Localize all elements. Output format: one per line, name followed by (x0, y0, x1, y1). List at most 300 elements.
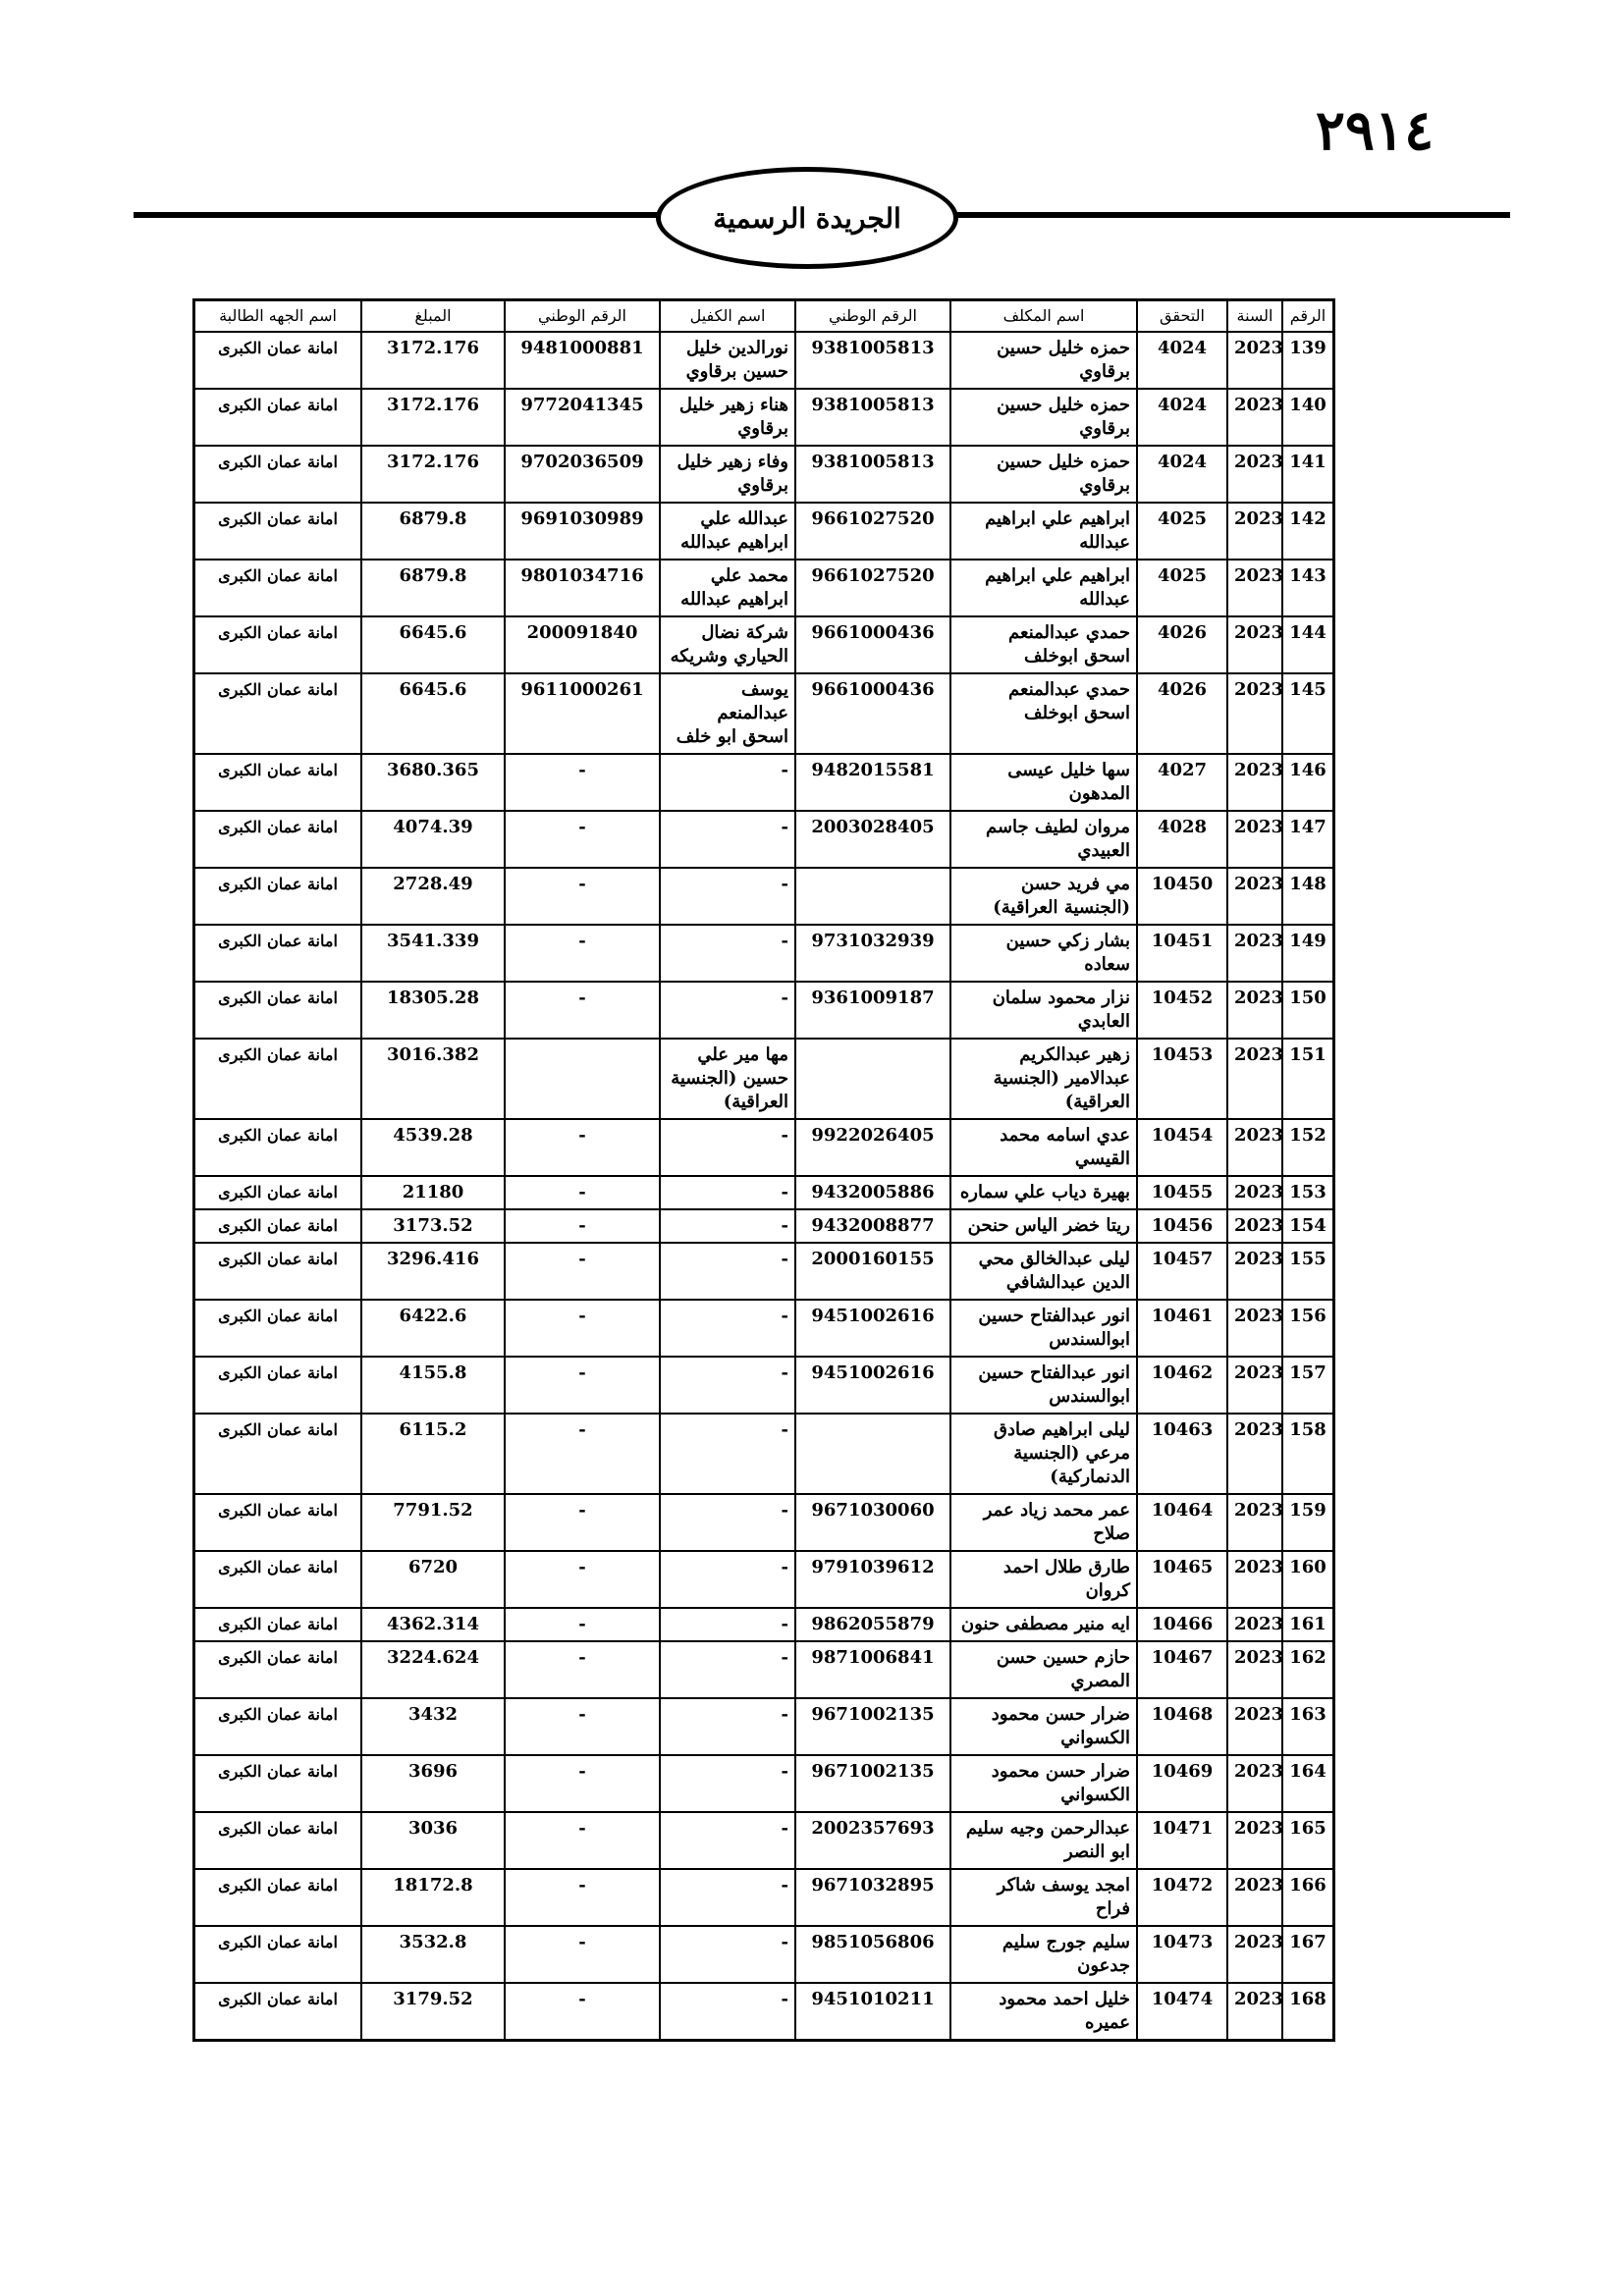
national-id-cell: 9381005813 (795, 332, 950, 389)
verification-cell: 10467 (1137, 1641, 1227, 1698)
requesting-authority-cell: امانة عمان الكبرى (194, 1494, 361, 1551)
table-row (194, 389, 1333, 446)
guarantor-name-cell: نورالدين خليل حسين برقاوي (660, 332, 795, 389)
guarantor-national-id-cell: - (505, 1869, 660, 1926)
guarantor-name-cell: شركة نضال الحياري وشريكه (660, 616, 795, 673)
row-number-cell: 148 (1282, 868, 1333, 925)
table-row (194, 1243, 1333, 1300)
row-number-cell: 161 (1282, 1608, 1333, 1641)
guarantor-name-cell: - (660, 1983, 795, 2040)
row-number-cell: 160 (1282, 1551, 1333, 1608)
row-number-cell: 141 (1282, 446, 1333, 503)
taxpayer-name-cell: مي فريد حسن (الجنسية العراقية) (950, 868, 1137, 925)
national-id-cell: 9361009187 (795, 982, 950, 1039)
verification-cell: 10466 (1137, 1608, 1227, 1641)
requesting-authority-cell: امانة عمان الكبرى (194, 1243, 361, 1300)
taxpayer-name-cell: حمدي عبدالمنعم اسحق ابوخلف (950, 673, 1137, 754)
national-id-cell: 9851056806 (795, 1926, 950, 1983)
verification-cell: 4024 (1137, 446, 1227, 503)
national-id-cell: 9381005813 (795, 389, 950, 446)
guarantor-name-cell: - (660, 1494, 795, 1551)
guarantor-name-cell: - (660, 1357, 795, 1414)
amount-cell: 3224.624 (361, 1641, 505, 1698)
guarantor-name-cell: - (660, 982, 795, 1039)
requesting-authority-cell: امانة عمان الكبرى (194, 1551, 361, 1608)
national-id-cell: 9671032895 (795, 1869, 950, 1926)
taxpayer-name-cell: انور عبدالفتاح حسين ابوالسندس (950, 1300, 1137, 1357)
row-number-cell: 144 (1282, 616, 1333, 673)
year-cell: 2023 (1227, 1641, 1282, 1698)
verification-cell: 4025 (1137, 503, 1227, 560)
row-number-cell: 163 (1282, 1698, 1333, 1755)
national-id-cell: 9451010211 (795, 1983, 950, 2040)
year-cell: 2023 (1227, 1414, 1282, 1494)
row-number-cell: 155 (1282, 1243, 1333, 1300)
taxpayer-name-cell: بشار زكي حسين سعاده (950, 925, 1137, 982)
row-number-cell: 147 (1282, 811, 1333, 868)
guarantor-name-cell: - (660, 1608, 795, 1641)
table-row (194, 1039, 1333, 1119)
requesting-authority-cell: امانة عمان الكبرى (194, 1641, 361, 1698)
amount-cell: 6422.6 (361, 1300, 505, 1357)
guarantor-name-cell: - (660, 868, 795, 925)
verification-cell: 10465 (1137, 1551, 1227, 1608)
requesting-authority-cell: امانة عمان الكبرى (194, 503, 361, 560)
national-id-cell (795, 1039, 950, 1119)
guarantor-national-id-cell: - (505, 1983, 660, 2040)
national-id-cell: 9451002616 (795, 1357, 950, 1414)
amount-cell: 6645.6 (361, 616, 505, 673)
year-cell: 2023 (1227, 1812, 1282, 1869)
verification-cell: 10462 (1137, 1357, 1227, 1414)
records-table (192, 298, 1335, 2042)
requesting-authority-cell: امانة عمان الكبرى (194, 1698, 361, 1755)
amount-cell: 3172.176 (361, 332, 505, 389)
guarantor-name-cell: - (660, 1641, 795, 1698)
taxpayer-name-cell: حمزه خليل حسين برقاوي (950, 446, 1137, 503)
taxpayer-name-cell: ابراهيم علي ابراهيم عبدالله (950, 560, 1137, 616)
year-cell: 2023 (1227, 868, 1282, 925)
amount-cell: 3696 (361, 1755, 505, 1812)
taxpayer-name-cell: مروان لطيف جاسم العبيدي (950, 811, 1137, 868)
national-id-cell: 9671002135 (795, 1698, 950, 1755)
row-number-cell: 164 (1282, 1755, 1333, 1812)
guarantor-national-id-cell: - (505, 1357, 660, 1414)
taxpayer-name-cell: عمر محمد زياد عمر صلاح (950, 1494, 1137, 1551)
row-number-cell: 154 (1282, 1209, 1333, 1243)
table-row (194, 1357, 1333, 1414)
verification-cell: 10454 (1137, 1119, 1227, 1176)
table-row (194, 1414, 1333, 1494)
table-row (194, 1494, 1333, 1551)
table-row (194, 982, 1333, 1039)
national-id-cell: 9381005813 (795, 446, 950, 503)
header-cell: الرقم (1282, 300, 1333, 332)
guarantor-national-id-cell: - (505, 1608, 660, 1641)
table-row (194, 446, 1333, 503)
year-cell: 2023 (1227, 1551, 1282, 1608)
row-number-cell: 151 (1282, 1039, 1333, 1119)
taxpayer-name-cell: انور عبدالفتاح حسين ابوالسندس (950, 1357, 1137, 1414)
guarantor-name-cell: - (660, 1414, 795, 1494)
guarantor-name-cell: وفاء زهير خليل برقاوي (660, 446, 795, 503)
guarantor-national-id-cell: 9702036509 (505, 446, 660, 503)
table-row (194, 1926, 1333, 1983)
row-number-cell: 162 (1282, 1641, 1333, 1698)
table-row (194, 1176, 1333, 1209)
requesting-authority-cell: امانة عمان الكبرى (194, 560, 361, 616)
table-row (194, 1812, 1333, 1869)
guarantor-national-id-cell: - (505, 1755, 660, 1812)
verification-cell: 10451 (1137, 925, 1227, 982)
taxpayer-name-cell: حازم حسين حسن المصري (950, 1641, 1137, 1698)
year-cell: 2023 (1227, 925, 1282, 982)
requesting-authority-cell: امانة عمان الكبرى (194, 1176, 361, 1209)
row-number-cell: 140 (1282, 389, 1333, 446)
table-row (194, 1119, 1333, 1176)
guarantor-national-id-cell: 9481000881 (505, 332, 660, 389)
amount-cell: 4074.39 (361, 811, 505, 868)
table-row (194, 332, 1333, 389)
year-cell: 2023 (1227, 982, 1282, 1039)
table-row (194, 1641, 1333, 1698)
requesting-authority-cell: امانة عمان الكبرى (194, 1926, 361, 1983)
national-id-cell: 2000160155 (795, 1243, 950, 1300)
table-header-row (194, 300, 1333, 332)
year-cell: 2023 (1227, 1608, 1282, 1641)
guarantor-national-id-cell: - (505, 1812, 660, 1869)
taxpayer-name-cell: خليل احمد محمود عميره (950, 1983, 1137, 2040)
verification-cell: 10469 (1137, 1755, 1227, 1812)
national-id-cell: 9482015581 (795, 754, 950, 811)
taxpayer-name-cell: سليم جورج سليم جدعون (950, 1926, 1137, 1983)
guarantor-name-cell: - (660, 1926, 795, 1983)
requesting-authority-cell: امانة عمان الكبرى (194, 1869, 361, 1926)
national-id-cell (795, 868, 950, 925)
requesting-authority-cell: امانة عمان الكبرى (194, 754, 361, 811)
taxpayer-name-cell: ضرار حسن محمود الكسواني (950, 1698, 1137, 1755)
national-id-cell: 9922026405 (795, 1119, 950, 1176)
table-row (194, 811, 1333, 868)
taxpayer-name-cell: امجد يوسف شاكر فراح (950, 1869, 1137, 1926)
taxpayer-name-cell: بهيرة دياب علي سماره (950, 1176, 1137, 1209)
requesting-authority-cell: امانة عمان الكبرى (194, 389, 361, 446)
year-cell: 2023 (1227, 1926, 1282, 1983)
row-number-cell: 143 (1282, 560, 1333, 616)
amount-cell: 3173.52 (361, 1209, 505, 1243)
row-number-cell: 166 (1282, 1869, 1333, 1926)
header-cell: الرقم الوطني (795, 300, 950, 332)
verification-cell: 10471 (1137, 1812, 1227, 1869)
year-cell: 2023 (1227, 1300, 1282, 1357)
amount-cell: 6879.8 (361, 560, 505, 616)
table-row (194, 754, 1333, 811)
verification-cell: 10464 (1137, 1494, 1227, 1551)
requesting-authority-cell: امانة عمان الكبرى (194, 1755, 361, 1812)
table-row (194, 1869, 1333, 1926)
national-id-cell: 9661027520 (795, 560, 950, 616)
taxpayer-name-cell: حمدي عبدالمنعم اسحق ابوخلف (950, 616, 1137, 673)
requesting-authority-cell: امانة عمان الكبرى (194, 868, 361, 925)
verification-cell: 4025 (1137, 560, 1227, 616)
requesting-authority-cell: امانة عمان الكبرى (194, 1300, 361, 1357)
amount-cell: 3680.365 (361, 754, 505, 811)
requesting-authority-cell: امانة عمان الكبرى (194, 1357, 361, 1414)
guarantor-name-cell: - (660, 1119, 795, 1176)
guarantor-name-cell: يوسف عبدالمنعم اسحق ابو خلف (660, 673, 795, 754)
verification-cell: 4024 (1137, 389, 1227, 446)
guarantor-national-id-cell: - (505, 1494, 660, 1551)
national-id-cell: 9432008877 (795, 1209, 950, 1243)
guarantor-national-id-cell: - (505, 1176, 660, 1209)
verification-cell: 10468 (1137, 1698, 1227, 1755)
verification-cell: 4028 (1137, 811, 1227, 868)
verification-cell: 10472 (1137, 1869, 1227, 1926)
requesting-authority-cell: امانة عمان الكبرى (194, 1119, 361, 1176)
amount-cell: 21180 (361, 1176, 505, 1209)
verification-cell: 10473 (1137, 1926, 1227, 1983)
guarantor-national-id-cell (505, 1039, 660, 1119)
row-number-cell: 153 (1282, 1176, 1333, 1209)
amount-cell: 3016.382 (361, 1039, 505, 1119)
row-number-cell: 149 (1282, 925, 1333, 982)
year-cell: 2023 (1227, 754, 1282, 811)
guarantor-national-id-cell: - (505, 1300, 660, 1357)
row-number-cell: 167 (1282, 1926, 1333, 1983)
guarantor-national-id-cell: 200091840 (505, 616, 660, 673)
requesting-authority-cell: امانة عمان الكبرى (194, 446, 361, 503)
row-number-cell: 150 (1282, 982, 1333, 1039)
guarantor-name-cell: - (660, 1243, 795, 1300)
guarantor-name-cell: - (660, 1551, 795, 1608)
national-id-cell: 2003028405 (795, 811, 950, 868)
national-id-cell: 9671030060 (795, 1494, 950, 1551)
verification-cell: 10456 (1137, 1209, 1227, 1243)
amount-cell: 3532.8 (361, 1926, 505, 1983)
page-number: ٢٩١٤ (1315, 98, 1435, 163)
national-id-cell: 9661000436 (795, 616, 950, 673)
row-number-cell: 145 (1282, 673, 1333, 754)
verification-cell: 10474 (1137, 1983, 1227, 2040)
national-id-cell: 9661000436 (795, 673, 950, 754)
header-cell: الرقم الوطني (505, 300, 660, 332)
verification-cell: 10461 (1137, 1300, 1227, 1357)
verification-cell: 4026 (1137, 616, 1227, 673)
row-number-cell: 146 (1282, 754, 1333, 811)
taxpayer-name-cell: ابراهيم علي ابراهيم عبدالله (950, 503, 1137, 560)
requesting-authority-cell: امانة عمان الكبرى (194, 332, 361, 389)
header-cell: السنة (1227, 300, 1282, 332)
national-id-cell: 9731032939 (795, 925, 950, 982)
amount-cell: 6115.2 (361, 1414, 505, 1494)
amount-cell: 3172.176 (361, 446, 505, 503)
amount-cell: 4362.314 (361, 1608, 505, 1641)
taxpayer-name-cell: سها خليل عيسى المدهون (950, 754, 1137, 811)
national-id-cell: 9671002135 (795, 1755, 950, 1812)
row-number-cell: 165 (1282, 1812, 1333, 1869)
verification-cell: 4027 (1137, 754, 1227, 811)
requesting-authority-cell: امانة عمان الكبرى (194, 616, 361, 673)
requesting-authority-cell: امانة عمان الكبرى (194, 1414, 361, 1494)
requesting-authority-cell: امانة عمان الكبرى (194, 925, 361, 982)
year-cell: 2023 (1227, 1983, 1282, 2040)
year-cell: 2023 (1227, 503, 1282, 560)
amount-cell: 3179.52 (361, 1983, 505, 2040)
requesting-authority-cell: امانة عمان الكبرى (194, 1983, 361, 2040)
taxpayer-name-cell: نزار محمود سلمان العابدي (950, 982, 1137, 1039)
amount-cell: 6879.8 (361, 503, 505, 560)
year-cell: 2023 (1227, 1755, 1282, 1812)
year-cell: 2023 (1227, 1243, 1282, 1300)
amount-cell: 7791.52 (361, 1494, 505, 1551)
guarantor-national-id-cell: - (505, 1119, 660, 1176)
table-row (194, 1608, 1333, 1641)
year-cell: 2023 (1227, 673, 1282, 754)
verification-cell: 10453 (1137, 1039, 1227, 1119)
year-cell: 2023 (1227, 1039, 1282, 1119)
verification-cell: 10457 (1137, 1243, 1227, 1300)
national-id-cell: 9871006841 (795, 1641, 950, 1698)
table-row (194, 868, 1333, 925)
verification-cell: 4026 (1137, 673, 1227, 754)
table-row (194, 1551, 1333, 1608)
taxpayer-name-cell: ريتا خضر الياس حنحن (950, 1209, 1137, 1243)
guarantor-name-cell: هناء زهير خليل برقاوي (660, 389, 795, 446)
guarantor-name-cell: - (660, 811, 795, 868)
guarantor-name-cell: - (660, 754, 795, 811)
guarantor-name-cell: عبدالله علي ابراهيم عبدالله (660, 503, 795, 560)
guarantor-national-id-cell: - (505, 982, 660, 1039)
guarantor-national-id-cell: - (505, 1551, 660, 1608)
amount-cell: 3432 (361, 1698, 505, 1755)
table-row (194, 616, 1333, 673)
guarantor-name-cell: - (660, 1176, 795, 1209)
guarantor-national-id-cell: 9691030989 (505, 503, 660, 560)
guarantor-name-cell: - (660, 1755, 795, 1812)
guarantor-national-id-cell: - (505, 1641, 660, 1698)
guarantor-national-id-cell: - (505, 811, 660, 868)
amount-cell: 3296.416 (361, 1243, 505, 1300)
guarantor-name-cell: - (660, 925, 795, 982)
amount-cell: 18172.8 (361, 1869, 505, 1926)
guarantor-national-id-cell: 9801034716 (505, 560, 660, 616)
guarantor-national-id-cell: - (505, 1243, 660, 1300)
header-cell: التحقق (1137, 300, 1227, 332)
amount-cell: 4155.8 (361, 1357, 505, 1414)
row-number-cell: 152 (1282, 1119, 1333, 1176)
national-id-cell: 9862055879 (795, 1608, 950, 1641)
year-cell: 2023 (1227, 1869, 1282, 1926)
verification-cell: 10463 (1137, 1414, 1227, 1494)
guarantor-name-cell: - (660, 1812, 795, 1869)
year-cell: 2023 (1227, 1494, 1282, 1551)
year-cell: 2023 (1227, 560, 1282, 616)
year-cell: 2023 (1227, 1176, 1282, 1209)
row-number-cell: 168 (1282, 1983, 1333, 2040)
guarantor-national-id-cell: - (505, 1209, 660, 1243)
taxpayer-name-cell: ليلى عبدالخالق محي الدين عبدالشافي (950, 1243, 1137, 1300)
taxpayer-name-cell: حمزه خليل حسين برقاوي (950, 389, 1137, 446)
header-cell: اسم الجهه الطالبة (194, 300, 361, 332)
year-cell: 2023 (1227, 1698, 1282, 1755)
guarantor-national-id-cell: 9611000261 (505, 673, 660, 754)
national-id-cell (795, 1414, 950, 1494)
header-cell: اسم المكلف (950, 300, 1137, 332)
amount-cell: 18305.28 (361, 982, 505, 1039)
taxpayer-name-cell: زهير عبدالكريم عبدالامير (الجنسية العراقية) (950, 1039, 1137, 1119)
header-cell: اسم الكفيل (660, 300, 795, 332)
table-row (194, 1300, 1333, 1357)
guarantor-name-cell: - (660, 1698, 795, 1755)
table-row (194, 1698, 1333, 1755)
national-id-cell: 9451002616 (795, 1300, 950, 1357)
journal-title-oval (656, 167, 958, 269)
table-body (194, 332, 1333, 2040)
year-cell: 2023 (1227, 1209, 1282, 1243)
year-cell: 2023 (1227, 616, 1282, 673)
amount-cell: 4539.28 (361, 1119, 505, 1176)
verification-cell: 4024 (1137, 332, 1227, 389)
guarantor-national-id-cell: - (505, 754, 660, 811)
table-row (194, 673, 1333, 754)
requesting-authority-cell: امانة عمان الكبرى (194, 811, 361, 868)
row-number-cell: 142 (1282, 503, 1333, 560)
guarantor-name-cell: - (660, 1869, 795, 1926)
amount-cell: 3172.176 (361, 389, 505, 446)
row-number-cell: 158 (1282, 1414, 1333, 1494)
taxpayer-name-cell: ضرار حسن محمود الكسواني (950, 1755, 1137, 1812)
table-row (194, 560, 1333, 616)
year-cell: 2023 (1227, 1119, 1282, 1176)
guarantor-national-id-cell: - (505, 868, 660, 925)
requesting-authority-cell: امانة عمان الكبرى (194, 1608, 361, 1641)
table-row (194, 503, 1333, 560)
row-number-cell: 156 (1282, 1300, 1333, 1357)
taxpayer-name-cell: عدي اسامه محمد القيسي (950, 1119, 1137, 1176)
requesting-authority-cell: امانة عمان الكبرى (194, 673, 361, 754)
row-number-cell: 157 (1282, 1357, 1333, 1414)
amount-cell: 2728.49 (361, 868, 505, 925)
amount-cell: 3541.339 (361, 925, 505, 982)
verification-cell: 10452 (1137, 982, 1227, 1039)
requesting-authority-cell: امانة عمان الكبرى (194, 1039, 361, 1119)
taxpayer-name-cell: طارق طلال احمد كروان (950, 1551, 1137, 1608)
guarantor-national-id-cell: - (505, 1698, 660, 1755)
journal-title: الجريدة الرسمية (713, 201, 901, 235)
year-cell: 2023 (1227, 332, 1282, 389)
requesting-authority-cell: امانة عمان الكبرى (194, 1209, 361, 1243)
year-cell: 2023 (1227, 446, 1282, 503)
guarantor-national-id-cell: - (505, 1414, 660, 1494)
year-cell: 2023 (1227, 389, 1282, 446)
amount-cell: 6645.6 (361, 673, 505, 754)
table-row (194, 1209, 1333, 1243)
amount-cell: 3036 (361, 1812, 505, 1869)
guarantor-name-cell: محمد علي ابراهيم عبدالله (660, 560, 795, 616)
guarantor-national-id-cell: - (505, 1926, 660, 1983)
row-number-cell: 159 (1282, 1494, 1333, 1551)
national-id-cell: 2002357693 (795, 1812, 950, 1869)
verification-cell: 10455 (1137, 1176, 1227, 1209)
requesting-authority-cell: امانة عمان الكبرى (194, 1812, 361, 1869)
row-number-cell: 139 (1282, 332, 1333, 389)
national-id-cell: 9791039612 (795, 1551, 950, 1608)
year-cell: 2023 (1227, 1357, 1282, 1414)
amount-cell: 6720 (361, 1551, 505, 1608)
taxpayer-name-cell: ايه منير مصطفى حنون (950, 1608, 1137, 1641)
national-id-cell: 9432005886 (795, 1176, 950, 1209)
guarantor-name-cell: - (660, 1300, 795, 1357)
